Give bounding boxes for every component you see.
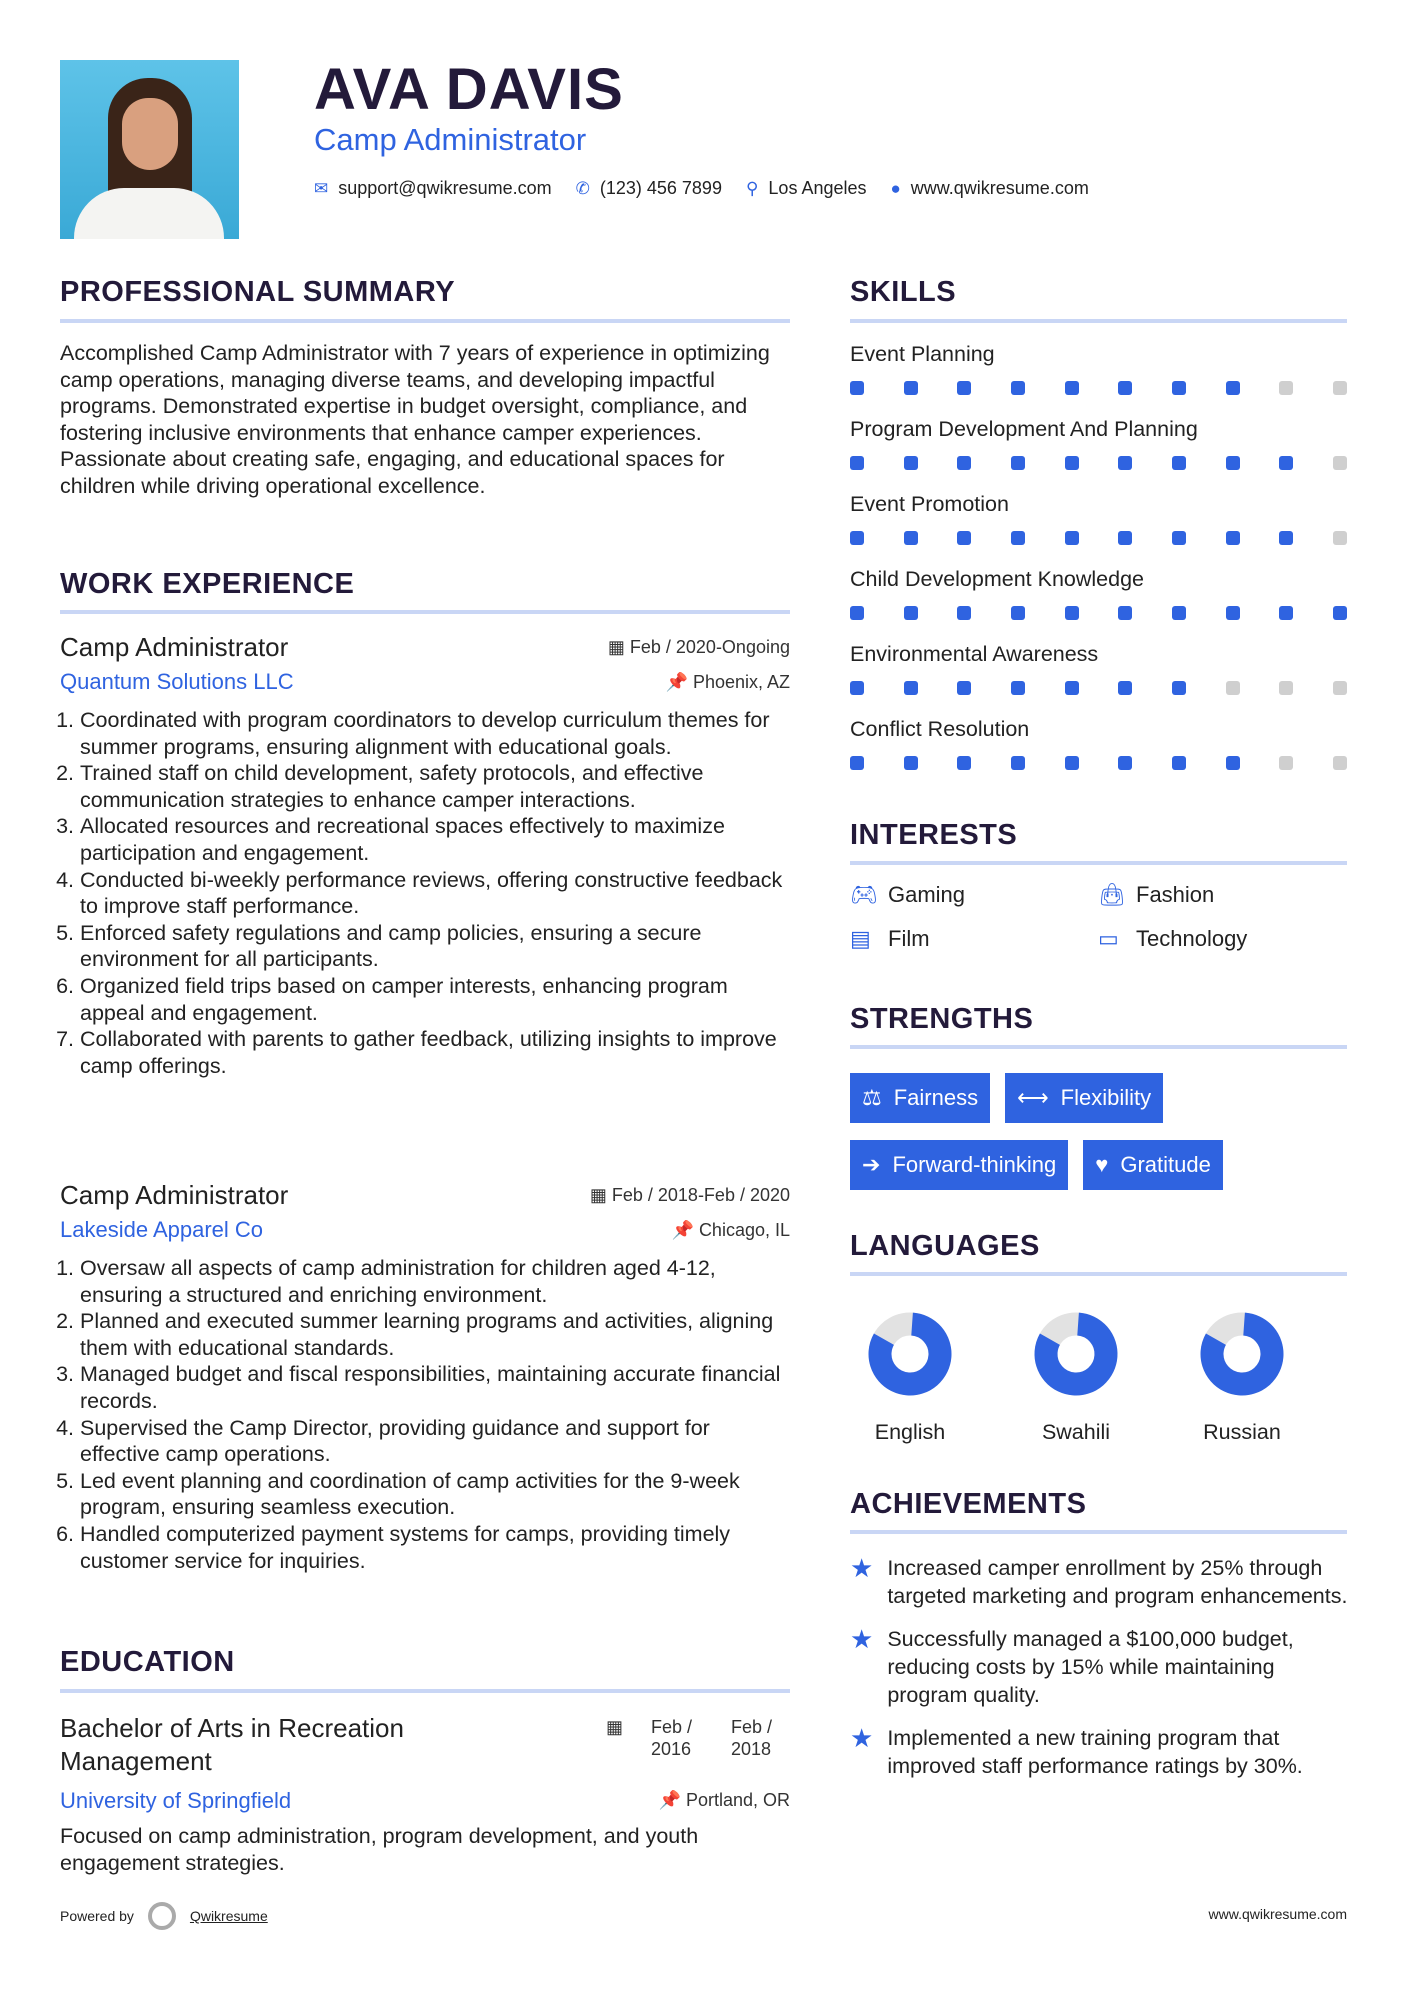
- achievements-heading: ACHIEVEMENTS: [850, 1488, 1087, 1520]
- job-dates: Feb / 2020-Ongoing: [629, 637, 790, 657]
- candidate-name: AVA DAVIS: [314, 57, 624, 122]
- rating-dot: [957, 681, 971, 695]
- skills-list: [850, 342, 1347, 792]
- heart-icon: ♥: [1095, 1152, 1109, 1177]
- skill-name: Conflict Resolution: [850, 717, 1030, 741]
- email[interactable]: support@qwikresume.com: [338, 178, 552, 198]
- rating-dot: [1118, 381, 1132, 395]
- achievement-text: Successfully managed a $100,000 budget, reducing costs by 15% while maintaining program quality.: [887, 1627, 1294, 1707]
- contact-bar: [314, 178, 1103, 199]
- bullet: 6. Handled computerized payment systems for camps, providing timely customer service for inquiries.: [80, 1521, 790, 1574]
- interest-label: Technology: [1136, 926, 1248, 951]
- profile-photo: [60, 60, 239, 239]
- rating-dot: [850, 681, 864, 695]
- job-bullets: [60, 707, 790, 1079]
- language-item: [1016, 1308, 1136, 1445]
- work-heading: WORK EXPERIENCE: [60, 568, 355, 600]
- skill-name: Program Development And Planning: [850, 417, 1198, 441]
- skill-name: Event Promotion: [850, 492, 1009, 516]
- rating-dot: [1118, 456, 1132, 470]
- interest-film: [850, 926, 1098, 952]
- divider: [850, 861, 1347, 865]
- rating-dot: [1226, 381, 1240, 395]
- rating-dot: [1226, 531, 1240, 545]
- rating-dot: [1011, 456, 1025, 470]
- job-1: [60, 632, 790, 1079]
- rating-dot: [850, 531, 864, 545]
- rating-dot: [957, 606, 971, 620]
- job-title: Camp Administrator: [60, 632, 289, 662]
- calendar-icon: ▦: [589, 1185, 612, 1205]
- rating-dot: [850, 606, 864, 620]
- bullet: 4. Supervised the Camp Director, providing guidance and support for effective camp operations.: [80, 1415, 790, 1468]
- shopping-bag-icon: 👜︎: [1098, 882, 1126, 907]
- star-icon: ★: [850, 1553, 874, 1583]
- rating-dot: [1065, 681, 1079, 695]
- rating-dot: [904, 456, 918, 470]
- strengths-heading: STRENGTHS: [850, 1003, 1034, 1035]
- divider: [850, 1045, 1347, 1049]
- interest-label: Film: [888, 926, 930, 951]
- achievements-list: [850, 1554, 1350, 1780]
- bullet: 4. Conducted bi-weekly performance reviews, offering constructive feedback to improve staff performance.: [80, 867, 790, 920]
- website[interactable]: www.qwikresume.com: [910, 178, 1089, 198]
- balance-scale-icon: ⚖: [862, 1085, 882, 1110]
- interest-fashion: [1098, 882, 1346, 908]
- job-title: Camp Administrator: [60, 1180, 289, 1210]
- job-2: [60, 1180, 790, 1574]
- skill-rating: [850, 456, 1347, 470]
- rating-dot: [1065, 381, 1079, 395]
- skills-heading: SKILLS: [850, 276, 957, 308]
- rating-dot: [1172, 606, 1186, 620]
- divider: [850, 1530, 1347, 1534]
- globe-icon: ●: [890, 178, 901, 198]
- language-name: English: [874, 1420, 946, 1444]
- strengths-list: [850, 1073, 1347, 1190]
- education-heading: EDUCATION: [60, 1646, 235, 1678]
- rating-dot: [1333, 531, 1347, 545]
- arrows-horizontal-icon: ⟷: [1017, 1085, 1049, 1110]
- rating-dot: [1011, 381, 1025, 395]
- languages-list: [850, 1308, 1302, 1445]
- rating-dot: [1011, 681, 1025, 695]
- job-dates: Feb / 2018-Feb / 2020: [611, 1185, 790, 1205]
- laptop-icon: ▭: [1098, 926, 1119, 951]
- qwikresume-logo-icon: [148, 1902, 176, 1930]
- skill-item: [850, 342, 1347, 417]
- strength-label: Gratitude: [1120, 1152, 1211, 1177]
- rating-dot: [904, 606, 918, 620]
- rating-dot: [904, 681, 918, 695]
- pin-icon: 📌: [658, 1790, 686, 1810]
- skill-rating: [850, 531, 1347, 545]
- skill-rating: [850, 606, 1347, 620]
- rating-dot: [850, 756, 864, 770]
- bullet: 1. Coordinated with program coordinators to develop curriculum themes for summer programs, ensuring alignment with educational goals.: [80, 707, 790, 760]
- rating-dot: [957, 756, 971, 770]
- candidate-title: Camp Administrator: [314, 122, 587, 157]
- map-pin-icon: ⚲: [745, 178, 759, 198]
- languages-heading: LANGUAGES: [850, 1230, 1040, 1262]
- skill-item: [850, 717, 1347, 792]
- bullet: 7. Collaborated with parents to gather feedback, utilizing insights to improve camp offerings.: [80, 1026, 790, 1079]
- rating-dot: [904, 381, 918, 395]
- rating-dot: [1065, 456, 1079, 470]
- rating-dot: [850, 381, 864, 395]
- rating-dot: [850, 456, 864, 470]
- star-icon: ★: [850, 1624, 874, 1654]
- rating-dot: [957, 456, 971, 470]
- phone-icon: ✆: [575, 178, 590, 198]
- interest-label: Gaming: [888, 882, 966, 907]
- achievement: [850, 1554, 1350, 1610]
- language-item: [1182, 1308, 1302, 1445]
- skill-name: Child Development Knowledge: [850, 567, 1145, 591]
- rating-dot: [1333, 681, 1347, 695]
- skill-item: [850, 567, 1347, 642]
- rating-dot: [1065, 756, 1079, 770]
- bullet: 3. Allocated resources and recreational spaces effectively to maximize participation and engagement.: [80, 813, 790, 866]
- language-item: [850, 1308, 970, 1445]
- achievement-text: Increased camper enrollment by 25% through targeted marketing and program enhancements.: [887, 1556, 1348, 1608]
- bullet: 2. Planned and executed summer learning programs and activities, aligning them with educational standards.: [80, 1308, 790, 1361]
- star-icon: ★: [850, 1723, 874, 1753]
- edu-description: Focused on camp administration, program development, and youth engagement strategies.: [60, 1824, 699, 1875]
- rating-dot: [904, 531, 918, 545]
- interests-heading: INTERESTS: [850, 819, 1018, 851]
- rating-dot: [1118, 756, 1132, 770]
- bullet: 2. Trained staff on child development, safety protocols, and effective communication strategies to enhance camper interactions.: [80, 760, 790, 813]
- calendar-icon: ▦: [606, 1717, 624, 1737]
- rating-dot: [1279, 606, 1293, 620]
- strength-flexibility: [1005, 1073, 1163, 1123]
- pin-icon: 📌: [671, 1219, 699, 1240]
- language-donut: [1182, 1308, 1302, 1400]
- location: Los Angeles: [768, 178, 867, 198]
- strength-fairness: [850, 1073, 990, 1123]
- summary-heading: PROFESSIONAL SUMMARY: [60, 276, 456, 308]
- degree: Bachelor of Arts in Recreation Management: [60, 1713, 404, 1776]
- skill-name: Environmental Awareness: [850, 642, 1099, 666]
- gamepad-icon: 🎮︎: [850, 882, 878, 907]
- bullet: 1. Oversaw all aspects of camp administration for children aged 4-12, ensuring a structured and enriching environment.: [80, 1255, 790, 1308]
- interest-gaming: [850, 882, 1098, 908]
- interest-label: Fashion: [1136, 882, 1215, 907]
- skill-rating: [850, 381, 1347, 395]
- divider: [850, 1272, 1347, 1276]
- envelope-icon: ✉: [314, 178, 329, 198]
- strength-label: Flexibility: [1060, 1085, 1152, 1110]
- rating-dot: [1011, 756, 1025, 770]
- skill-name: Event Planning: [850, 342, 995, 366]
- job-location: Phoenix, AZ: [692, 671, 790, 692]
- school[interactable]: University of Springfield: [60, 1788, 292, 1813]
- rating-dot: [1279, 531, 1293, 545]
- edu-end: Feb / 2018: [731, 1717, 773, 1759]
- interest-technology: [1098, 926, 1346, 952]
- rating-dot: [1226, 456, 1240, 470]
- rating-dot: [1333, 381, 1347, 395]
- rating-dot: [1118, 606, 1132, 620]
- achievement: [850, 1724, 1350, 1780]
- rating-dot: [1226, 606, 1240, 620]
- skill-item: [850, 417, 1347, 492]
- job-location: Chicago, IL: [698, 1219, 790, 1240]
- company-name[interactable]: Lakeside Apparel Co: [60, 1217, 264, 1242]
- strength-label: Fairness: [893, 1085, 979, 1110]
- arrow-right-icon: ➔: [862, 1152, 881, 1177]
- brand-link[interactable]: Qwikresume: [189, 1908, 268, 1924]
- divider: [60, 1689, 790, 1693]
- powered-by-label: Powered by: [60, 1908, 134, 1924]
- achievement-text: Implemented a new training program that improved staff performance ratings by 30%.: [887, 1726, 1303, 1778]
- achievement: [850, 1625, 1350, 1709]
- bullet: 5. Led event planning and coordination of camp activities for the 9-week program, ensuring seamless execution.: [80, 1468, 790, 1521]
- footer-website[interactable]: www.qwikresume.com: [1208, 1906, 1347, 1922]
- divider: [850, 319, 1347, 323]
- rating-dot: [1226, 681, 1240, 695]
- skill-item: [850, 642, 1347, 717]
- rating-dot: [957, 531, 971, 545]
- strength-label: Forward-thinking: [892, 1152, 1057, 1177]
- rating-dot: [1118, 681, 1132, 695]
- language-donut: [1016, 1308, 1136, 1400]
- rating-dot: [1226, 756, 1240, 770]
- rating-dot: [904, 756, 918, 770]
- rating-dot: [1333, 756, 1347, 770]
- pin-icon: 📌: [665, 671, 693, 692]
- rating-dot: [1172, 381, 1186, 395]
- phone: (123) 456 7899: [599, 178, 722, 198]
- rating-dot: [1172, 531, 1186, 545]
- rating-dot: [1118, 531, 1132, 545]
- rating-dot: [1172, 756, 1186, 770]
- rating-dot: [1065, 606, 1079, 620]
- language-name: Swahili: [1041, 1420, 1111, 1444]
- divider: [60, 319, 790, 323]
- powered-by: [60, 1902, 268, 1930]
- rating-dot: [1172, 681, 1186, 695]
- strength-forward-thinking: [850, 1140, 1068, 1190]
- rating-dot: [1065, 531, 1079, 545]
- edu-location: Portland, OR: [685, 1790, 790, 1810]
- strength-gratitude: [1083, 1140, 1223, 1190]
- rating-dot: [1333, 606, 1347, 620]
- company-name[interactable]: Quantum Solutions LLC: [60, 669, 294, 694]
- skill-rating: [850, 681, 1347, 695]
- bullet: 3. Managed budget and fiscal responsibilities, maintaining accurate financial records.: [80, 1361, 790, 1414]
- divider: [60, 610, 790, 614]
- rating-dot: [1279, 456, 1293, 470]
- language-name: Russian: [1203, 1420, 1281, 1444]
- rating-dot: [1011, 531, 1025, 545]
- interests-list: [850, 882, 1346, 952]
- bullet: 5. Enforced safety regulations and camp policies, ensuring a secure environment for all participants.: [80, 920, 790, 973]
- bullet: 6. Organized field trips based on camper interests, enhancing program appeal and engagement.: [80, 973, 790, 1026]
- calendar-icon: ▦: [607, 637, 630, 657]
- language-donut: [850, 1308, 970, 1400]
- rating-dot: [957, 381, 971, 395]
- skill-rating: [850, 756, 1347, 770]
- skill-item: [850, 492, 1347, 567]
- edu-start: Feb / 2016: [651, 1717, 693, 1759]
- summary-text: Accomplished Camp Administrator with 7 years of experience in optimizing camp operations, managing diverse teams, and developing impactful programs. Demonstrated expertise in budget oversight, compliance, and fostering inclusive environments that enhance camper experiences. Passionate about creating safe, engaging, and educational spaces for children while driving operational excellence.: [60, 341, 770, 498]
- rating-dot: [1279, 756, 1293, 770]
- rating-dot: [1172, 456, 1186, 470]
- job-bullets: [60, 1255, 790, 1574]
- rating-dot: [1333, 456, 1347, 470]
- rating-dot: [1279, 681, 1293, 695]
- rating-dot: [1011, 606, 1025, 620]
- rating-dot: [1279, 381, 1293, 395]
- film-icon: ▤: [850, 926, 871, 951]
